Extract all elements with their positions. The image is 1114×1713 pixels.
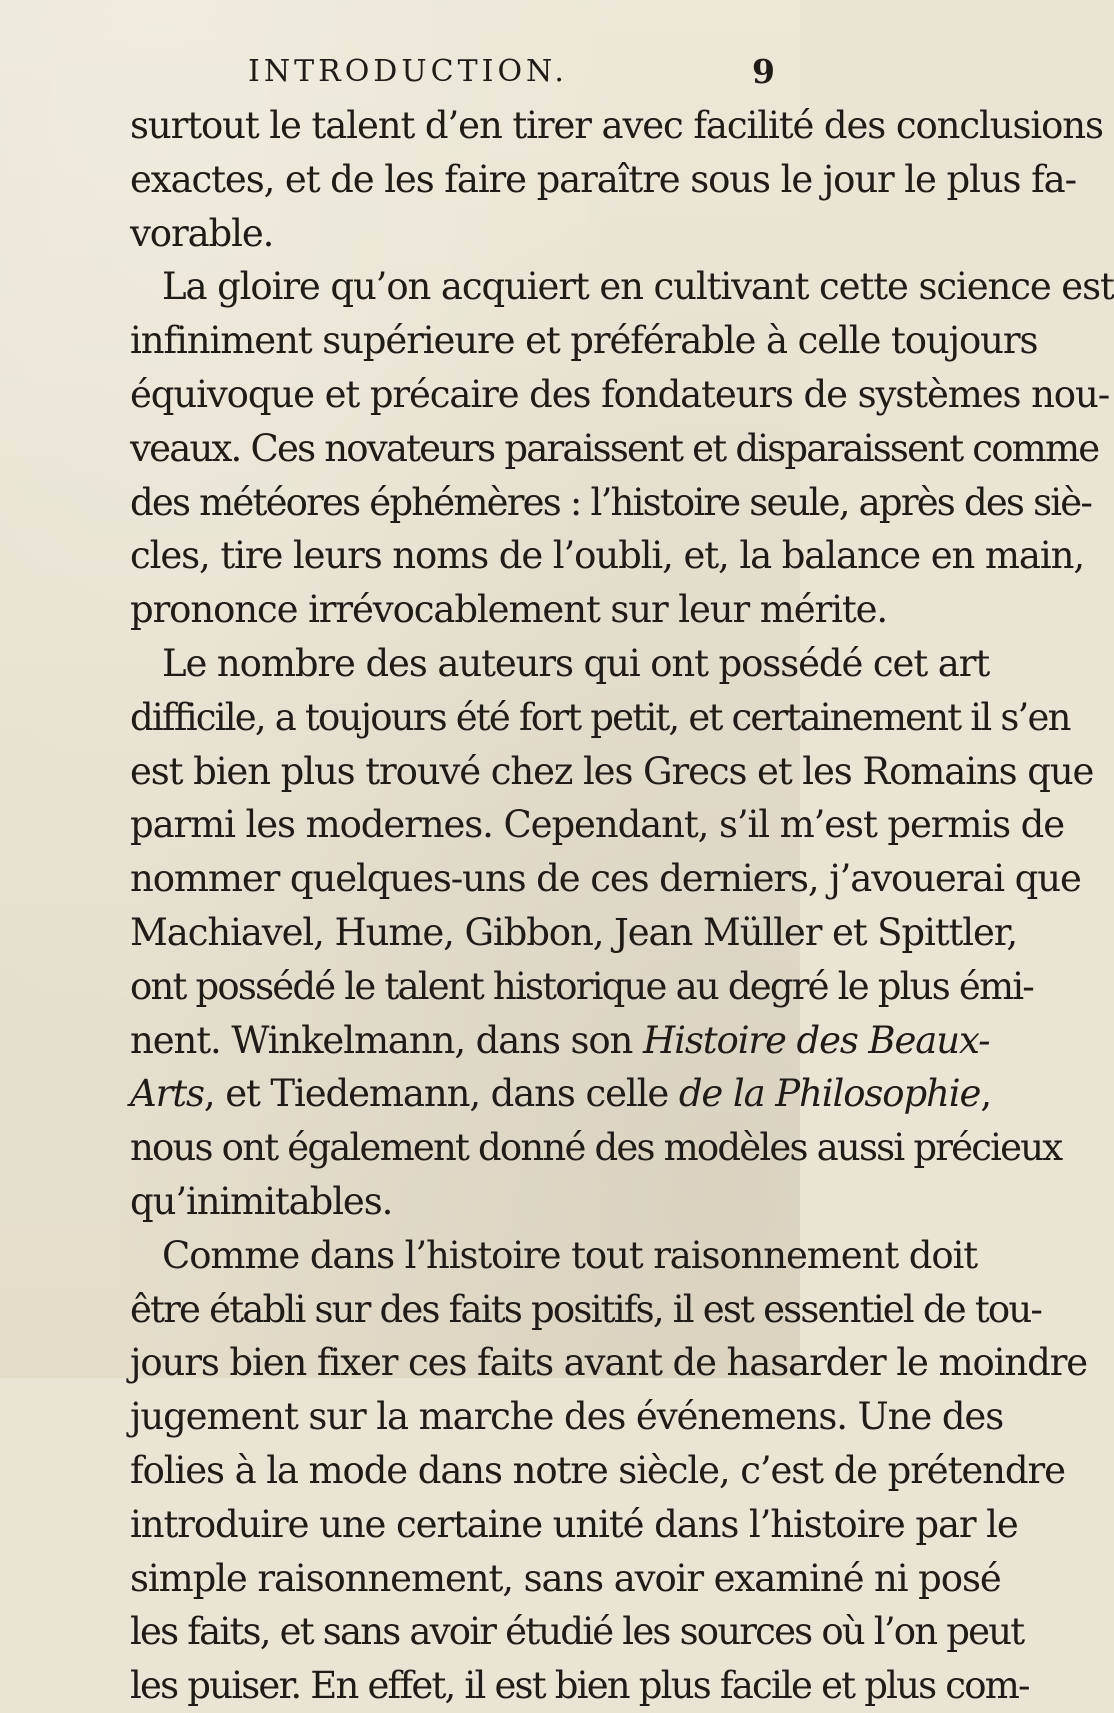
text-line: être établi sur des faits positifs, il est essentiel de tou- xyxy=(130,1287,1042,1331)
text-run: , xyxy=(980,1072,991,1116)
paragraph-start-line: Le nombre des auteurs qui ont possédé cet art xyxy=(162,641,990,685)
text-line: vorable. xyxy=(130,211,274,255)
text-line-with-italics xyxy=(130,1014,990,1068)
text-line: veaux. Ces novateurs paraissent et disparaissent comme xyxy=(130,426,1099,470)
text-line: surtout le talent d’en tirer avec facilité des conclusions xyxy=(130,104,1103,147)
paragraph-start-line: Comme dans l’histoire tout raisonnement doit xyxy=(162,1233,978,1277)
text-run: , et Tiedemann, dans celle xyxy=(203,1072,669,1116)
text-line: nous ont également donné des modèles aussi précieux xyxy=(130,1126,1062,1170)
italic-title-run: de la Philosophie xyxy=(678,1072,981,1116)
text-line: équivoque et précaire des fondateurs de systèmes nou- xyxy=(130,372,1110,416)
text-line: infiniment supérieure et préférable à celle toujours xyxy=(130,319,1038,363)
text-line: est bien plus trouvé chez les Grecs et les Romains que xyxy=(130,749,1094,793)
italic-title-run: Arts xyxy=(130,1072,204,1116)
text-line: cles, tire leurs noms de l’oubli, et, la balance en main, xyxy=(130,534,1085,578)
text-run: nent. Winkelmann, dans son xyxy=(130,1018,633,1062)
text-line: ont possédé le talent historique au degré le plus émi- xyxy=(130,964,1033,1008)
italic-title-run: Histoire des Beaux- xyxy=(642,1018,990,1062)
running-title: INTRODUCTION. xyxy=(248,54,568,89)
body-text xyxy=(130,99,1114,1713)
text-line-with-italics xyxy=(130,1067,991,1121)
paragraph-start-line: La gloire qu’on acquiert en cultivant cette science est xyxy=(162,265,1114,309)
text-line: Machiavel, Hume, Gibbon, Jean Müller et Spittler, xyxy=(130,910,1017,954)
text-line: qu’inimitables. xyxy=(130,1179,393,1223)
text-line: nommer quelques-uns de ces derniers, j’avouerai que xyxy=(130,857,1081,901)
text-line: des météores éphémères : l’histoire seule, après des siè- xyxy=(130,480,1092,524)
text-line: introduire une certaine unité dans l’histoire par le xyxy=(130,1502,1018,1546)
text-line: simple raisonnement, sans avoir examiné ni posé xyxy=(130,1556,1001,1600)
page-number: 9 xyxy=(752,52,775,91)
text-line: prononce irrévocablement sur leur mérite. xyxy=(130,588,888,632)
text-line: les faits, et sans avoir étudié les sources où l’on peut xyxy=(130,1610,1024,1654)
page-header xyxy=(0,52,800,92)
text-line: folies à la mode dans notre siècle, c’est de prétendre xyxy=(130,1448,1065,1492)
text-line: les puiser. En effet, il est bien plus facile et plus com- xyxy=(130,1664,1029,1708)
text-line: difficile, a toujours été fort petit, et certainement il s’en xyxy=(130,695,1070,739)
text-line: jugement sur la marche des événemens. Une des xyxy=(130,1395,1004,1439)
text-line: parmi les modernes. Cependant, s’il m’est permis de xyxy=(130,803,1064,847)
text-line: exactes, et de les faire paraître sous le jour le plus fa- xyxy=(130,157,1077,201)
text-line: jours bien fixer ces faits avant de hasarder le moindre xyxy=(130,1341,1088,1385)
